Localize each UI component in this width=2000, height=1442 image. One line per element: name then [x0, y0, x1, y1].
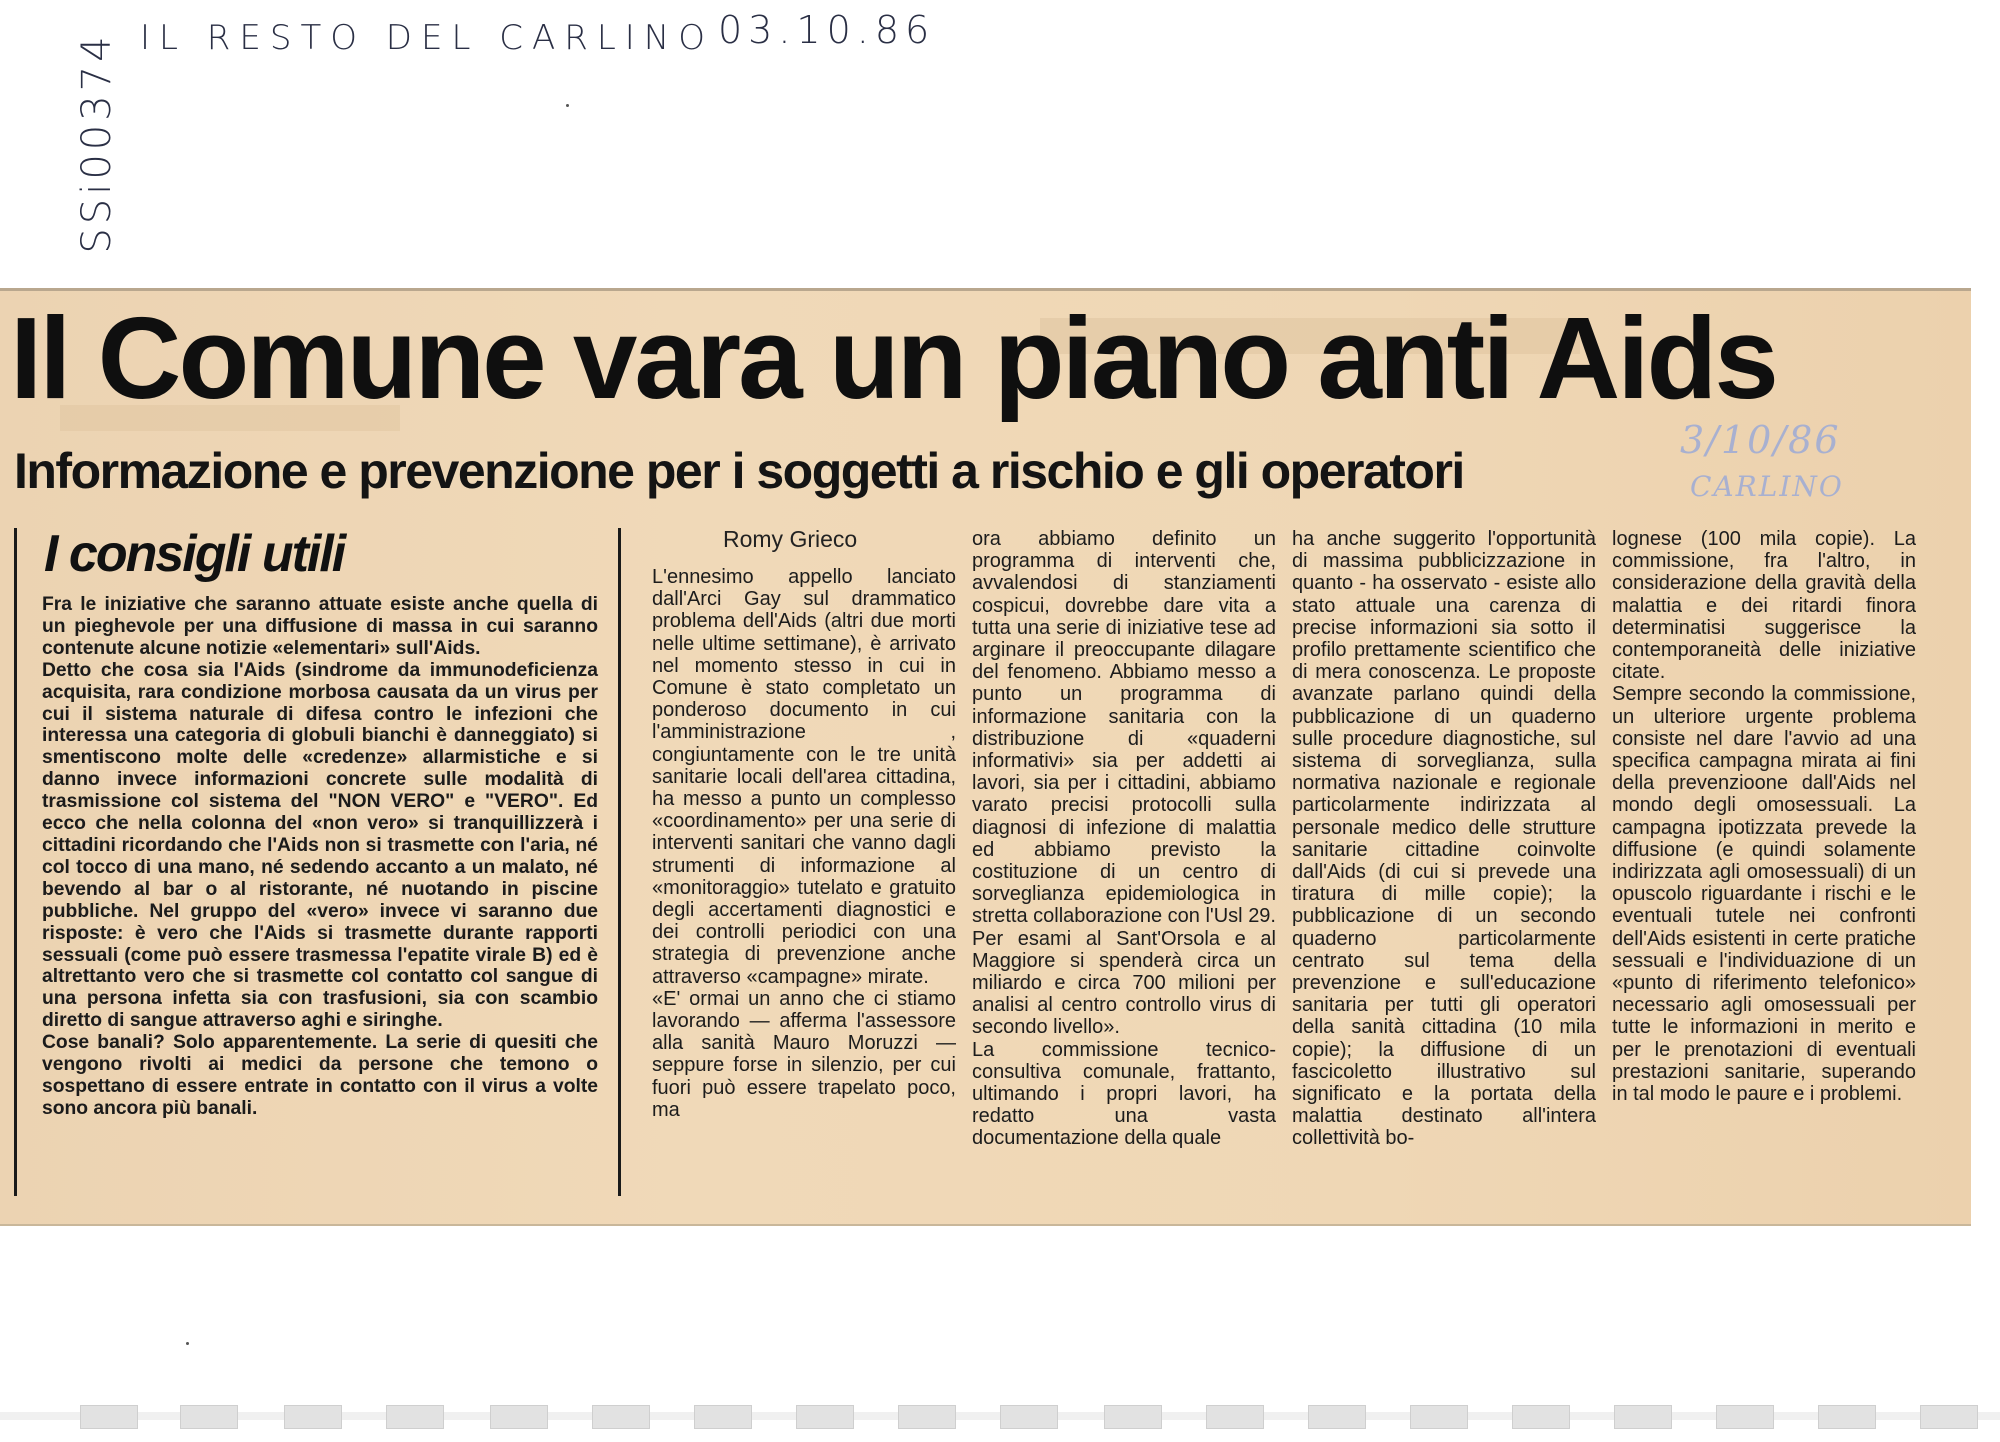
binding-tab	[386, 1405, 444, 1429]
sidebar-body	[42, 594, 598, 1120]
article-paragraph: Sempre secondo la commissione, un ulteriore urgente problema consiste nel dare l'avvio ad una specifica campagna mirata ai fini della prevenzioone dall'Aids nel mondo degli omosessuali. La campagna ipotizzata prevede la diffusione (e quindi solamente indirizzata agli omosessuali) di un opuscolo riguardante i rischi e le eventuali tutele nei confronti dell'Aids esistenti in certe pratiche sessuali e l'individuazione di un «punto di riferimento telefonico» necessario agli omosessuali per tutte le informazioni in merito e per le prenotazioni di eventuali prestazioni sanitarie, superando in tal modo le paure e i problemi.	[1612, 683, 1916, 1106]
sidebar-left-rule	[14, 528, 17, 1196]
binding-tab	[180, 1405, 238, 1429]
binding-tab	[1410, 1405, 1468, 1429]
binding-tab	[592, 1405, 650, 1429]
binding-tab	[1614, 1405, 1672, 1429]
binding-tab	[796, 1405, 854, 1429]
binding-tab	[1104, 1405, 1162, 1429]
article-column-1	[652, 566, 956, 1121]
binding-tab	[898, 1405, 956, 1429]
article-paragraph: «E' ormai un anno che ci stiamo lavorando — afferma l'assessore alla sanità Mauro Moruzzi — seppure forse in silenzio, per cui fuori può essere trapelato poco, ma	[652, 987, 956, 1121]
binding-tab	[1206, 1405, 1264, 1429]
article-paragraph: ora abbiamo definito un programma di interventi che, avvalendosi di stanziamenti cospicui, dovrebbe dare vita a tutta una serie di iniziative tese ad arginare il preoccupante dilagare del fenomeno. Abbiamo messo a punto un programma di informazione sanitaria con la distribuzione di «quaderni informativi» sia per addetti ai lavori, sia per i cittadini, abbiamo varato precisi protocolli sulla diagnosi di infezione di malattia ed abbiamo previsto la costituzione di un centro di sorveglianza epidemiologica in stretta collaborazione con l'Usl 29. Per esami al Sant'Orsola e al Maggiore si spenderà circa un miliardo e circa 700 milioni per analisi al centro controllo virus di secondo livello».	[972, 528, 1276, 1039]
article-byline: Romy Grieco	[723, 526, 858, 552]
article-column-2	[972, 528, 1276, 1150]
article-paragraph: La commissione tecnico-consultiva comunale, frattanto, ultimando i propri lavori, ha redatto una vasta documentazione della quale	[972, 1038, 1276, 1150]
article-paragraph: ha anche suggerito l'opportunità di massima pubblicizzazione in quanto - ha osservato - esiste allo stato attuale una carenza di precise informazioni sia sotto il profilo prettamente scientifico che di mera conoscenza. Le proposte avanzate parlano quindi della pubblicazione di un quaderno sulle procedure diagnostiche, sul sistema di sorveglianza, sulla normativa nazionale e regionale particolarmente indirizzata al personale medico delle strutture sanitarie cittadine coinvolte dall'Aids (di cui si prevede una tiratura di mille copie); la pubblicazione di un secondo quaderno particolarmente centrato sul tema della prevenzione e sull'educazione sanitaria per tutti gli operatori della sanità cittadina (10 mila copie); la diffusione di un fascicoletto illustrativo sul significato e la portata della malattia destinato all'intera collettività bo-	[1292, 528, 1596, 1150]
paper-speck	[566, 104, 569, 107]
sidebar-paragraph: Fra le iniziative che saranno attuate esiste anche quella di un pieghevole per una diffusione di massa in cui saranno contenute alcune notizie «elementari» sull'Aids.	[42, 594, 598, 659]
binding-tab	[1920, 1405, 1978, 1429]
sidebar-paragraph: Cose banali? Solo apparentemente. La serie di quesiti che vengono rivolti ai medici da persone che temono o sospettano di essere entrate in contatto con il virus a volte sono ancora più banali.	[42, 1032, 598, 1119]
article-column-3	[1292, 528, 1596, 1150]
binding-tab	[284, 1405, 342, 1429]
binding-tab	[694, 1405, 752, 1429]
article-paragraph: lognese (100 mila copie). La commissione, fra l'altro, in considerazione della gravità della malattia e dei ritardi finora determinatisi suggerisce la contemporaneità delle iniziative citate.	[1612, 528, 1916, 684]
binding-tab	[1818, 1405, 1876, 1429]
binding-tab	[1716, 1405, 1774, 1429]
article-paragraph: L'ennesimo appello lanciato dall'Arci Gay sul drammatico problema dell'Aids (altri due morti nelle ultime settimane), è arrivato nel momento stesso in cui in Comune è stato completato un ponderoso documento in cui l'amministrazione , congiuntamente con le tre unità sanitarie locali dell'area cittadina, ha messo a punto un complesso «coordinamento» per una serie di interventi sanitari che vanno dagli strumenti di informazione al «monitoraggio» tutelato e gratuito degli accertamenti diagnostici e dei controlli periodici con una strategia di prevenzione anche attraverso «campagne» mirate.	[652, 566, 956, 988]
sidebar-paragraph: Detto che cosa sia l'Aids (sindrome da immunodeficienza acquisita, rara condizione morbosa causata da un virus per cui il sistema naturale di difesa contro le infezioni che interessa una categoria di globuli bianchi è danneggiato) si smentiscono molte delle «credenze» allarmistiche e si danno invece informazioni concrete sulle modalità di trasmissione col sistema del "NON VERO" e "VERO". Ed ecco che nella colonna del «non vero» si tranquillizzerà i cittadini ricordando che l'Aids non si trasmette con l'aria, né col tocco di una mano, né sedendo accanto a un malato, né bevendo al bar o al ristorante, né nuotando in piscine pubbliche. Nel gruppo del «vero» invece vi saranno due risposte: è vero che l'Aids si trasmette durante rapporti sessuali (come può essere trasmessa l'epatite virale B) ed è altrettanto vero che si trasmette col contatto col sangue di una persona infetta sia con trasfusioni, sia con scambio diretto di sangue attraverso aghi e siringhe.	[42, 659, 598, 1032]
binding-tab	[1308, 1405, 1366, 1429]
binding-tab	[490, 1405, 548, 1429]
paper-speck	[186, 1342, 189, 1345]
archive-code-handwriting: SSi00374	[74, 32, 120, 254]
sidebar-right-rule	[618, 528, 621, 1196]
newspaper-source-handwriting: IL RESTO DEL CARLINO	[140, 18, 715, 58]
article-headline: Il Comune vara un piano anti Aids	[10, 293, 1776, 423]
sidebar-title: I consigli utili	[44, 525, 345, 583]
binding-tab	[1512, 1405, 1570, 1429]
binding-tab	[1000, 1405, 1058, 1429]
binding-tab	[80, 1405, 138, 1429]
handwritten-date-note: 3/10/86	[1680, 418, 1841, 462]
handwritten-source-note: CARLINO	[1690, 470, 1844, 503]
clipping-date-handwriting: 03.10.86	[718, 8, 936, 52]
article-column-4	[1612, 528, 1916, 1105]
article-subheadline: Informazione e prevenzione per i soggetti a rischio e gli operatori	[14, 443, 1464, 499]
